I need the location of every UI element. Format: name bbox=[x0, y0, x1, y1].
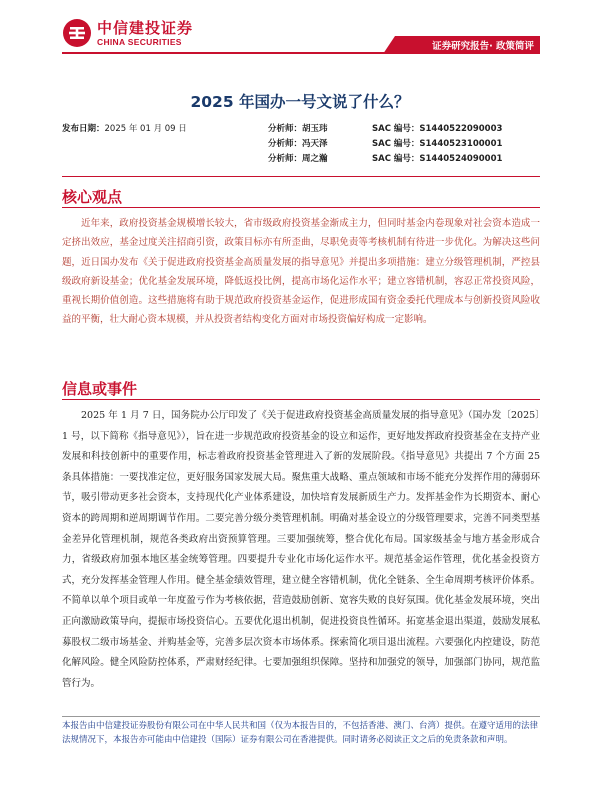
header-band bbox=[62, 36, 540, 54]
logo-chinese-name: 中信建投证券 bbox=[97, 18, 194, 37]
analyst-sac: SAC 编号：S1440523100001 bbox=[372, 139, 503, 149]
analyst-name: 分析师：冯天泽 bbox=[268, 139, 328, 149]
meta-row bbox=[62, 137, 540, 152]
disclaimer-footer: 本报告由中信建投证券股份有限公司在中华人民共和国（仅为本报告目的，不包括香港、澳门、台湾）提供。在遵守适用的法律法规情况下，本报告亦可能由中信建投（国际）证券有限公司在香港提供。同时请务必阅读正文之后的免责条款和声明。 bbox=[62, 721, 539, 745]
analyst-sac: SAC 编号：S1440522090003 bbox=[372, 124, 503, 134]
analyst-name: 分析师：周之瀚 bbox=[268, 154, 328, 164]
report-type-tab bbox=[395, 36, 540, 54]
event-paragraph: 2025 年 1 月 7 日，国务院办公厅印发了《关于促进政府投资基金高质量发展的指导意见》（国办发〔2025〕1 号，以下简称《指导意见》），旨在进一步规范政府投资基金的设立和运作，更好地发挥政府投资基金在支持产业发展和科技创新中的重要作用，标志着政府投资基金管理进入了新的发展阶段。《指导意见》共提出 7 个方面 25 条具体措施：一要找准定位，更好服务国家发展大局。聚焦重大战略、重点领域和市场不能充分发挥作用的薄弱环节，吸引带动更多社会资本，支持现代化产业体系建设，加快培育发展新质生产力。发挥基金作为长期资本、耐心资本的跨周期和逆周期调节作用。二要完善分级分类管理机制。明确对基金设立的分级管理要求，完善不同类型基金差异化管理机制，规范各类政府出资预算管理。三要加强统筹，整合优化布局。国家级基金与地方基金形成合力，省级政府加强本地区基金统筹管理。四要提升专业化市场化运作水平。规范基金运作管理，优化基金投资方式，充分发挥基金管理人作用。健全基金绩效管理，建立健全容错机制，优化全链条、全生命周期考核评价体系。不简单以单个项目或单一年度盈亏作为考核依据，营造鼓励创新、宽容失败的良好氛围。优化基金发展环境，突出正向激励政策导向，提振市场投资信心。五要优化退出机制，促进投资良性循环。拓宽基金退出渠道，鼓励发展私募股权二级市场基金、并购基金等，完善多层次资本市场体系。探索简化项目退出流程。六要强化内控建设，防范化解风险。健全风险防控体系，严肃财经纪律。七要加强组织保障。坚持和加强党的领导，加强部门协同，规范监管行为。 bbox=[62, 410, 540, 689]
core-view-rule bbox=[62, 207, 540, 208]
meta-divider bbox=[62, 176, 540, 177]
publish-date-label: 发布日期： bbox=[62, 124, 105, 134]
event-rule bbox=[62, 399, 540, 400]
event-heading: 信息或事件 bbox=[62, 380, 138, 398]
meta-row bbox=[62, 122, 540, 137]
publish-date-value: 2025 年 01 月 09 日 bbox=[104, 124, 187, 134]
meta-row bbox=[62, 152, 540, 167]
footer-divider bbox=[62, 716, 540, 717]
logo-english-name: CHINA SECURITIES bbox=[97, 36, 182, 47]
report-type-label: 证券研究报告· 政策简评 bbox=[432, 41, 534, 52]
analyst-sac: SAC 编号：S1440524090001 bbox=[372, 154, 503, 164]
analyst-name: 分析师：胡玉玮 bbox=[268, 124, 328, 134]
publish-date bbox=[62, 122, 187, 134]
core-view-heading: 核心观点 bbox=[62, 188, 123, 206]
report-header bbox=[0, 0, 600, 64]
report-title: 2025 年国办一号文说了什么？ bbox=[190, 93, 410, 111]
core-view-paragraph: 近年来，政府投资基金规模增长较大，省市级政府投资基金渐成主力，但同时基金内卷现象对社会资本造成一定挤出效应，基金过度关注招商引资，政策目标亦有所歪曲，尽职免责等考核机制有待进一步优化。为解决这些问题，近日国办发布《关于促进政府投资基金高质量发展的指导意见》并提出多项措施：建立分级管理机制，严控县级政府新设基金；优化基金发展环境，降低返投比例，提高市场化运作水平；建立容错机制，容忍正常投资风险，重视长期价值创造。这些措施将有助于规范政府投资基金运作，促进形成国有资金委托代理成本与创新投资风险收益的平衡，壮大耐心资本规模，并从投资者结构变化方面对市场投资偏好构成一定影响。 bbox=[62, 218, 540, 326]
report-meta bbox=[62, 122, 540, 167]
